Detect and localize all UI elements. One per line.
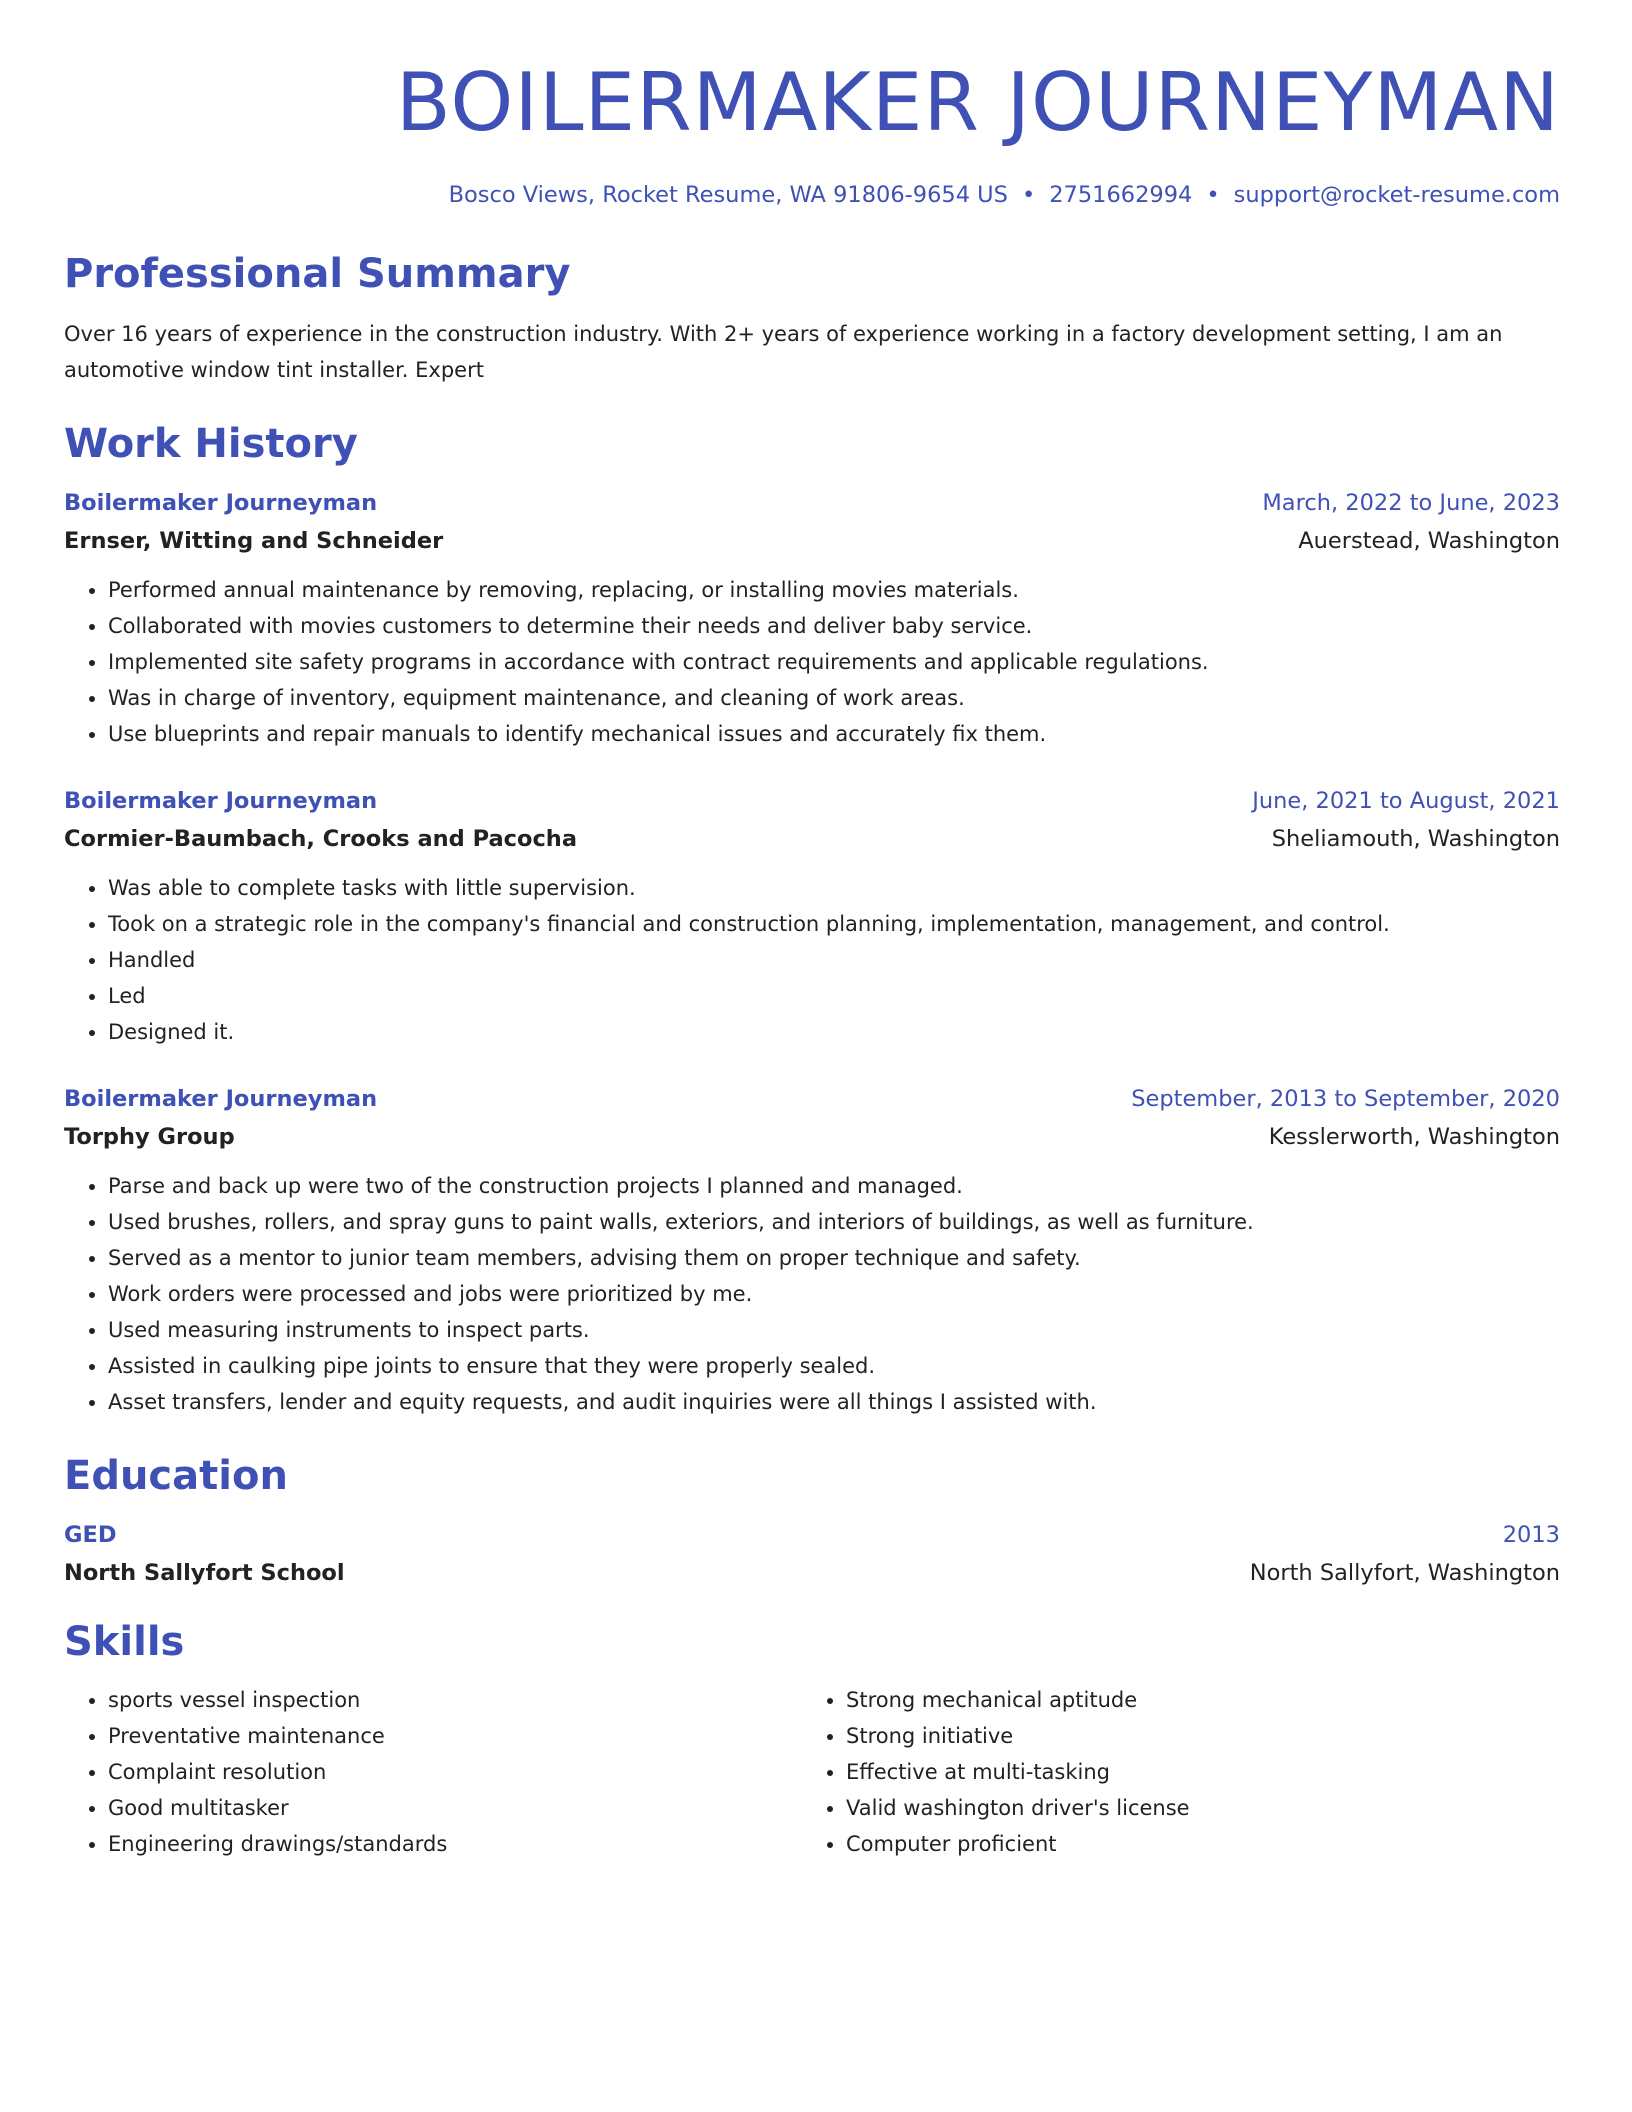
skills-column-right: [802, 1682, 1540, 1862]
skills-section: [64, 1616, 1560, 1862]
contact-separator: •: [1206, 182, 1220, 208]
job-bullet: • Use blueprints and repair manuals to identify mechanical issues and accurately fix them.: [108, 716, 1560, 752]
job-bullet: • Parse and back up were two of the construction projects I planned and managed.: [108, 1168, 1560, 1204]
contact-email[interactable]: support@rocket-resume.com: [1233, 182, 1560, 208]
candidate-name: BOILERMAKER JOURNEYMAN: [395, 56, 1560, 149]
job-company-row: [64, 1118, 1560, 1156]
education-year: 2013: [1502, 1522, 1560, 1548]
job-bullet: • Designed it.: [108, 1014, 1560, 1050]
work-history-heading: Work History: [64, 421, 358, 467]
job-bullet: • Handled: [108, 942, 1560, 978]
skill-item: • Strong mechanical aptitude: [846, 1682, 1540, 1718]
job-dates: March, 2022 to June, 2023: [1262, 490, 1560, 516]
education-school-row: [64, 1554, 1560, 1592]
job-bullet: • Was in charge of inventory, equipment maintenance, and cleaning of work areas.: [108, 680, 1560, 716]
skills-list-right: [802, 1682, 1540, 1862]
job-header-row: [64, 782, 1560, 820]
resume-page: [64, 0, 1560, 1862]
job-bullet: • Work orders were processed and jobs were prioritized by me.: [108, 1276, 1560, 1312]
skill-item: • Engineering drawings/standards: [108, 1826, 802, 1862]
contact-separator: •: [1021, 182, 1036, 208]
job-company-row: [64, 820, 1560, 858]
job-bullet: • Asset transfers, lender and equity requests, and audit inquiries were all things I assisted with.: [108, 1384, 1560, 1420]
job-bullet: • Took on a strategic role in the company's financial and construction planning, implementation, management, and control.: [108, 906, 1560, 942]
job-company: Torphy Group: [64, 1124, 235, 1150]
job-entry: [64, 782, 1560, 1050]
education-school: North Sallyfort School: [64, 1560, 345, 1586]
skill-item: • Valid washington driver's license: [846, 1790, 1540, 1826]
job-bullets: [64, 1168, 1560, 1420]
summary-section: [64, 248, 1560, 388]
job-header-row: [64, 484, 1560, 522]
skills-heading: Skills: [64, 1619, 185, 1665]
job-header-row: [64, 1080, 1560, 1118]
skill-item: • Effective at multi-tasking: [846, 1754, 1540, 1790]
job-bullets: [64, 572, 1560, 752]
education-degree: GED: [64, 1522, 117, 1548]
skill-item: • Computer proficient: [846, 1826, 1540, 1862]
job-company: Ernser, Witting and Schneider: [64, 528, 444, 554]
education-location: North Sallyfort, Washington: [1249, 1560, 1560, 1586]
job-bullet: • Implemented site safety programs in accordance with contract requirements and applicable regulations.: [108, 644, 1560, 680]
job-bullet: • Assisted in caulking pipe joints to ensure that they were properly sealed.: [108, 1348, 1560, 1384]
education-entry: [64, 1516, 1560, 1592]
summary-text: Over 16 years of experience in the construction industry. With 2+ years of experience working in a factory development setting, I am an automotive window tint installer. Expert: [64, 322, 1503, 382]
job-entry: [64, 484, 1560, 752]
job-company-row: [64, 522, 1560, 560]
job-dates: June, 2021 to August, 2021: [1252, 788, 1560, 814]
job-title: Boilermaker Journeyman: [64, 1086, 378, 1112]
education-heading: Education: [64, 1453, 288, 1499]
contact-address: Bosco Views, Rocket Resume, WA 91806-9654 US: [448, 182, 1008, 208]
skills-columns: [64, 1682, 1560, 1862]
job-company: Cormier-Baumbach, Crooks and Pacocha: [64, 826, 577, 852]
education-section: [64, 1450, 1560, 1592]
job-bullet: • Led: [108, 978, 1560, 1014]
job-bullet: • Collaborated with movies customers to determine their needs and deliver baby service.: [108, 608, 1560, 644]
job-bullets: [64, 870, 1560, 1050]
skill-item: • Strong initiative: [846, 1718, 1540, 1754]
job-bullet: • Was able to complete tasks with little supervision.: [108, 870, 1560, 906]
skill-item: • Preventative maintenance: [108, 1718, 802, 1754]
skill-item: • sports vessel inspection: [108, 1682, 802, 1718]
job-location: Auerstead, Washington: [1298, 528, 1560, 554]
work-history-section: [64, 418, 1560, 1420]
resume-header: [64, 0, 1560, 212]
skills-list-left: [64, 1682, 802, 1862]
skill-item: • Complaint resolution: [108, 1754, 802, 1790]
job-bullet: • Used brushes, rollers, and spray guns to paint walls, exteriors, and interiors of buildings, as well as furniture.: [108, 1204, 1560, 1240]
contact-phone: 2751662994: [1049, 182, 1193, 208]
job-bullet: • Served as a mentor to junior team members, advising them on proper technique and safety.: [108, 1240, 1560, 1276]
skills-column-left: [64, 1682, 802, 1862]
skill-item: • Good multitasker: [108, 1790, 802, 1826]
contact-line: [64, 178, 1560, 212]
job-bullet: • Used measuring instruments to inspect parts.: [108, 1312, 1560, 1348]
job-title: Boilermaker Journeyman: [64, 490, 378, 516]
job-entry: [64, 1080, 1560, 1420]
education-header-row: [64, 1516, 1560, 1554]
job-dates: September, 2013 to September, 2020: [1131, 1086, 1560, 1112]
job-title: Boilermaker Journeyman: [64, 788, 378, 814]
job-location: Kesslerworth, Washington: [1268, 1124, 1560, 1150]
job-bullet: • Performed annual maintenance by removing, replacing, or installing movies materials.: [108, 572, 1560, 608]
summary-heading: Professional Summary: [64, 251, 571, 297]
job-location: Sheliamouth, Washington: [1271, 826, 1560, 852]
